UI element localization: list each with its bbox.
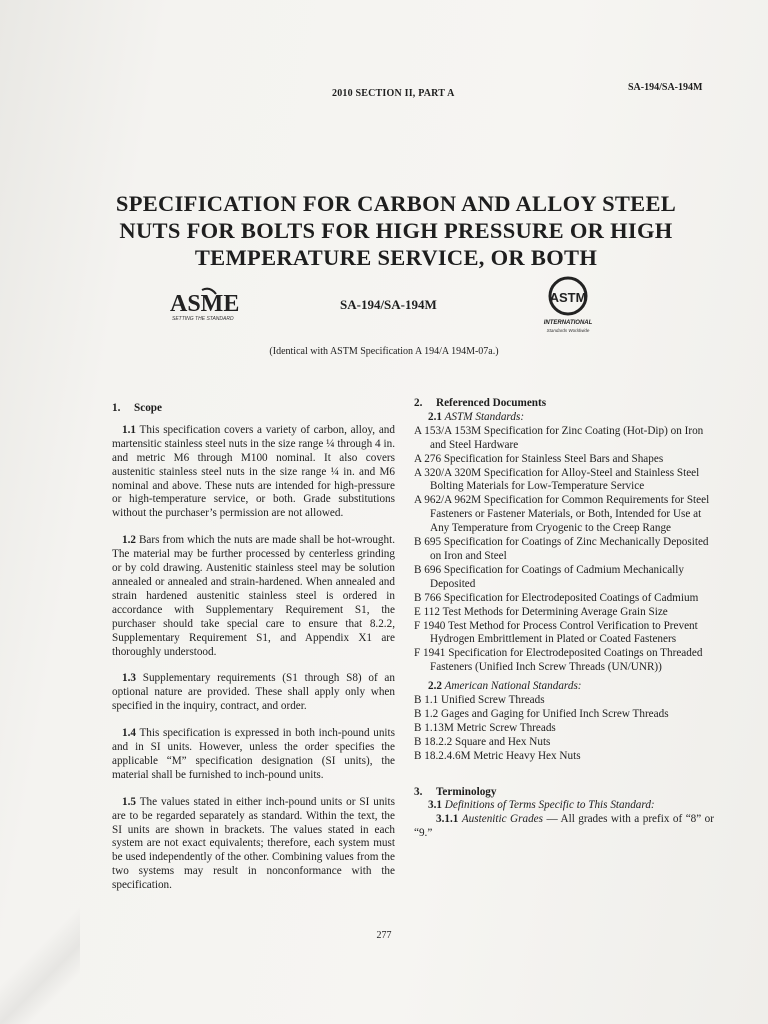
running-header-designation: SA-194/SA-194M: [628, 82, 703, 93]
reference-item: B 1.1 Unified Screw Threads: [414, 694, 545, 707]
astm-logo-sub2: Standards Worldwide: [546, 328, 590, 333]
reference-item: B 18.2.4.6M Metric Heavy Hex Nuts: [414, 749, 581, 762]
reference-item: B 18.2.2 Square and Hex Nuts: [414, 735, 551, 748]
astm-logo-text: ASTM: [549, 290, 587, 305]
paragraph-1-2: 1.2 Bars from which the nuts are made shall be hot-wrought. The material may be further processed by centerless grinding or by cold drawing. Austenitic stainless steel may be solution annealed or annealed and strain-hardened. When annealed and strain hardened austenitic stainless steel is ordered in accordance with Supplementary Requirement S1, the purchaser should take special care to ensure that 8.2.2, Supplementary Requirement S1, and Appendix X1 are thoroughly understood.: [112, 534, 396, 658]
reference-item: F 1941 Specification for Electrodeposited Coatings on Threaded Fasteners (Unified Inch Screw Threads (UN/UNR)): [414, 647, 703, 674]
reference-item: A 276 Specification for Stainless Steel Bars and Shapes: [414, 452, 664, 465]
reference-item: A 320/A 320M Specification for Alloy-Steel and Stainless Steel Bolting Materials for Low-Temperature Service: [414, 466, 700, 493]
reference-item: B 1.13M Metric Screw Threads: [414, 721, 556, 734]
ansi-reference-list: [414, 694, 714, 764]
page-fold-shadow: [0, 905, 80, 1024]
paragraph-1-3: 1.3 Supplementary requirements (S1 through S8) of an optional nature are provided. These shall apply only when specified in the inquiry, contract, and order.: [112, 672, 395, 713]
identical-note: (Identical with ASTM Specification A 194/A 194M-07a.): [269, 346, 499, 357]
paragraph-1-5: 1.5 The values stated in either inch-pound units or SI units are to be regarded separately as standard. Within the text, the SI units are shown in brackets. The values stated in each system are not exact equivalents; therefore, each system must be used independently of the other. Combining values from the two systems may result in nonconformance with the specification.: [112, 795, 395, 892]
designation: SA-194/SA-194M: [340, 297, 437, 312]
astm-reference-list: [414, 425, 714, 675]
left-column: [112, 402, 395, 906]
subsection-ansi-standards: 2.2 American National Standards:: [428, 680, 582, 693]
running-header: 2010 SECTION II, PART A: [332, 88, 455, 99]
paragraph-1-4: 1.4 This specification is expressed in both inch-pound units and in SI units. However, unless the order specifies the applicable “M” specification designation (SI units), the material shall be furnished to inch-pound units.: [112, 727, 395, 781]
asme-logo-text: ASME: [170, 291, 240, 317]
asme-logo: [166, 286, 286, 326]
reference-item: E 112 Test Methods for Determining Average Grain Size: [414, 605, 668, 618]
reference-item: F 1940 Test Method for Process Control Verification to Prevent Hydrogen Embrittlement in Plated or Coated Fasteners: [414, 619, 698, 646]
definition-austenitic-grades: 3.1.1 Austenitic Grades — All grades with a prefix of “8” or “9.”: [414, 813, 714, 840]
section-heading-scope: 1. Scope: [112, 402, 162, 414]
astm-logo: [538, 276, 598, 338]
right-column: [414, 397, 714, 841]
subsection-definitions: 3.1 Definitions of Terms Specific to This Standard:: [428, 799, 655, 812]
reference-item: B 695 Specification for Coatings of Zinc Mechanically Deposited on Iron and Steel: [414, 536, 709, 562]
page-number: 277: [376, 930, 392, 941]
reference-item: B 696 Specification for Coatings of Cadmium Mechanically Deposited: [414, 563, 684, 590]
reference-item: B 766 Specification for Electrodeposited Coatings of Cadmium: [414, 591, 699, 604]
subsection-astm-standards: 2.1 ASTM Standards:: [428, 410, 525, 423]
document-title: SPECIFICATION FOR CARBON AND ALLOY STEEL NUTS FOR BOLTS FOR HIGH PRESSURE OR HIGH TEMPERATURE SERVICE, OR BOTH: [115, 191, 677, 270]
reference-item: A 153/A 153M Specification for Zinc Coating (Hot-Dip) on Iron and Steel Hardware: [414, 424, 704, 451]
reference-item: B 1.2 Gages and Gaging for Unified Inch Screw Threads: [414, 707, 669, 720]
asme-logo-tagline: SETTING THE STANDARD: [172, 316, 234, 322]
paragraph-1-1: 1.1 This specification covers a variety of carbon, alloy, and martensitic stainless steel nuts in the size range ¼ through 4 in. and metric M6 through M100 nominal. It also covers austenitic stainless steel nuts in the size range ¼ in. and M6 nominal and above. These nuts are intended for high-pressure or high-temperature service, or both. Grade substitutions without the purchaser’s permission are not allowed.: [112, 423, 395, 520]
section-heading-referenced: 2. Referenced Documents: [414, 397, 547, 409]
reference-item: A 962/A 962M Specification for Common Requirements for Steel Fasteners or Fastener Materials, or Both, Intended for Use at Any Temperature from Cryogenic to the Creep Range: [414, 494, 710, 535]
astm-logo-sub: INTERNATIONAL: [543, 320, 593, 326]
section-heading-terminology: 3. Terminology: [414, 785, 497, 798]
